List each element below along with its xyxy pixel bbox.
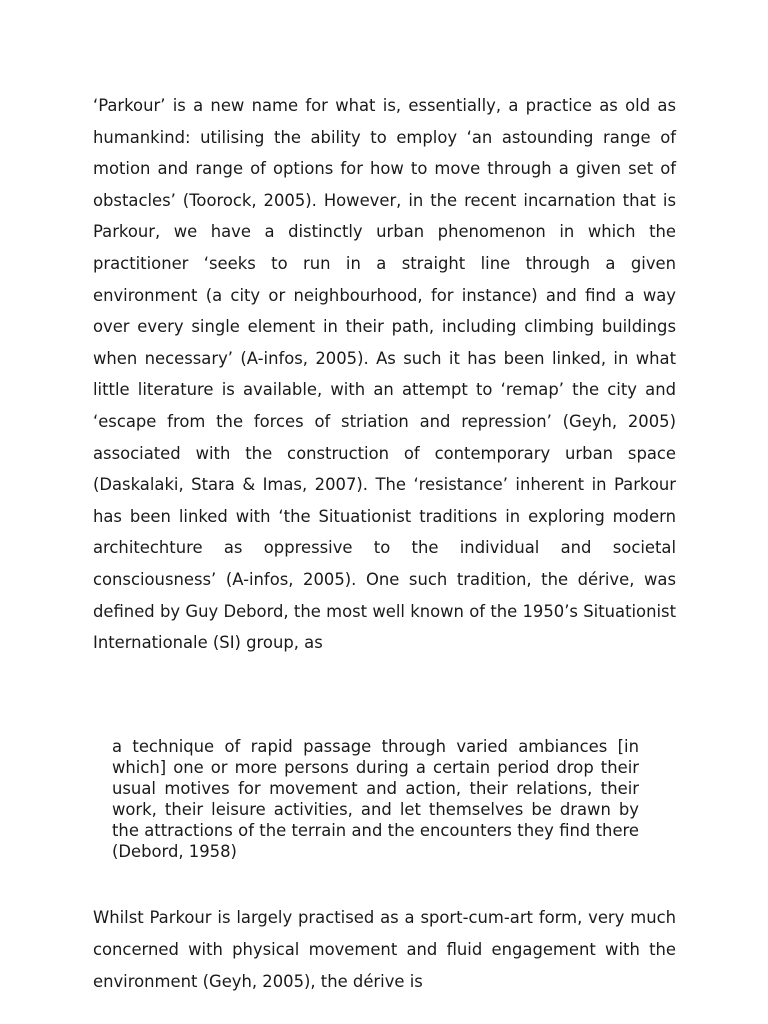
body-paragraph-continued: Whilst Parkour is largely practised as a sport-cum-art form, very much concerned with physical movement and fluid engagement with the environment (Geyh, 2005), the dérive is	[93, 908, 676, 991]
block-quote: a technique of rapid passage through varied ambiances [in which] one or more persons during a certain period drop their usual motives for movement and action, their relations, their work, their leisure activities, and let themselves be drawn by the attractions of the terrain and the encounters they find there (Debord, 1958)	[112, 737, 639, 861]
body-paragraph: ‘Parkour’ is a new name for what is, essentially, a practice as old as humankind: utilising the ability to employ ‘an astounding range of motion and range of options for how to move through a given set of obstacles’ (Toorock, 2005). However, in the recent incarnation that is Parkour, we have a distinctly urban phenomenon in which the practitioner ‘seeks to run in a straight line through a given environment (a city or neighbourhood, for instance) and find a way over every single element in their path, including climbing buildings when necessary’ (A-infos, 2005). As such it has been linked, in what little literature is available, with an attempt to ‘remap’ the city and ‘escape from the forces of striation and repression’ (Geyh, 2005) associated with the construction of contemporary urban space (Daskalaki, Stara & Imas, 2007). The ‘resistance’ inherent in Parkour has been linked with ‘the Situationist traditions in exploring modern architechture as oppressive to the individual and societal consciousness’ (A-infos, 2005). One such tradition, the dérive, was defined by Guy Debord, the most well known of the 1950’s Situationist Internationale (SI) group, as	[93, 96, 676, 653]
